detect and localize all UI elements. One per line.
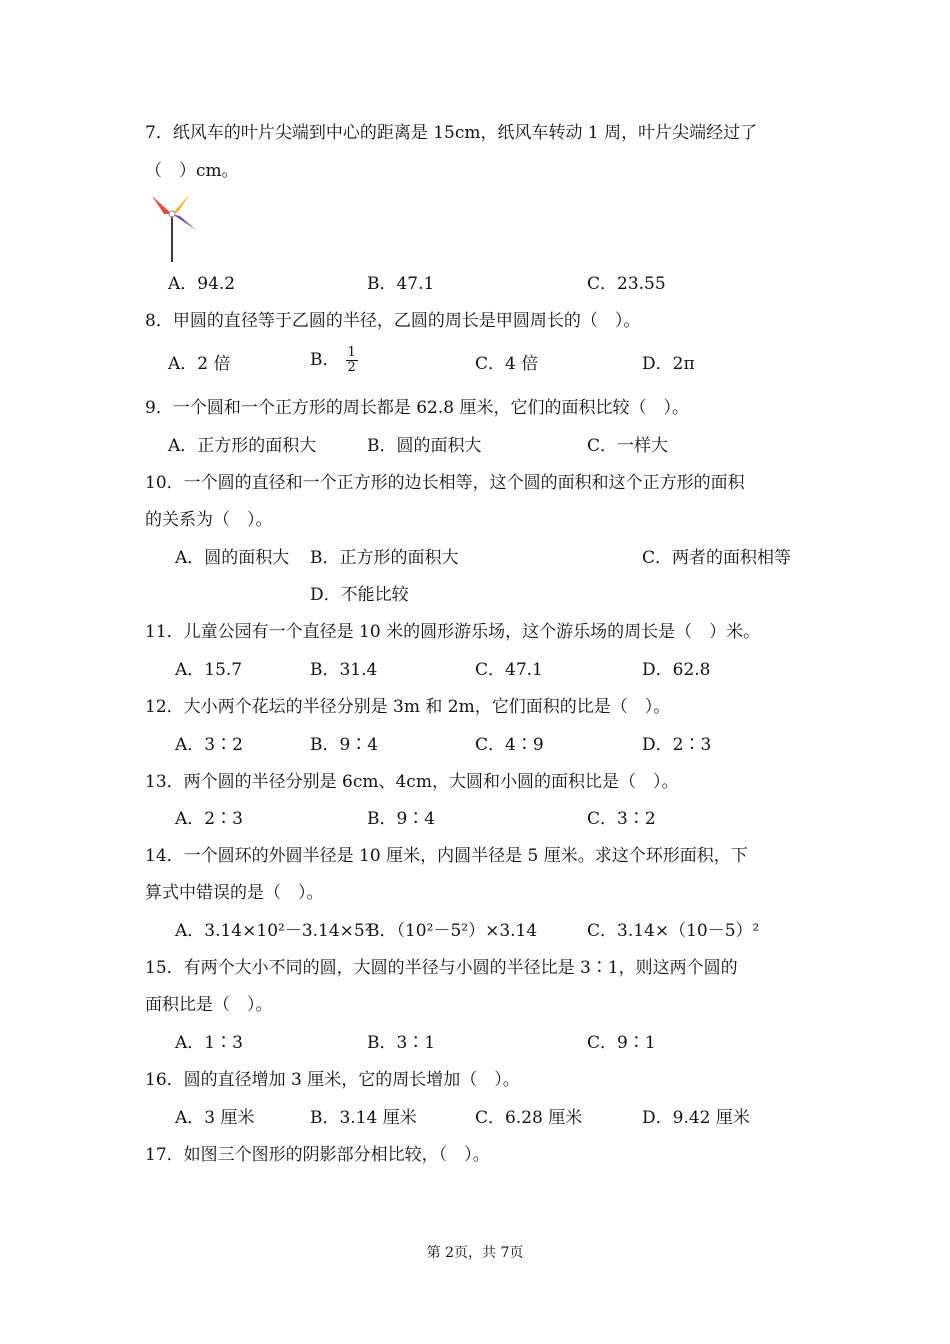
q7-option-b: B．47.1 xyxy=(367,274,435,294)
q8-option-d: D．2π xyxy=(642,354,695,374)
question-16: 16．圆的直径增加 3 厘米，它的周长增加（ ）。 xyxy=(145,1070,520,1090)
fraction xyxy=(346,346,358,375)
q11-option-d: D．62.8 xyxy=(642,660,711,680)
q9-option-a: A．正方形的面积大 xyxy=(168,436,317,456)
q11-option-a: A．15.7 xyxy=(175,660,243,680)
q15-option-c: C．9∶1 xyxy=(587,1033,656,1053)
question-14-line2: 算式中错误的是（ ）。 xyxy=(145,883,324,903)
question-10-line2: 的关系为（ ）。 xyxy=(145,510,273,530)
question-14-line1: 14．一个圆环的外圆半径是 10 厘米，内圆半径是 5 厘米。求这个环形面积，下 xyxy=(145,846,748,866)
q8-option-a: A．2 倍 xyxy=(168,354,231,374)
q16-option-a: A．3 厘米 xyxy=(175,1108,255,1128)
question-7-line2: （ ）cm。 xyxy=(145,161,239,181)
q10-option-c: C．两者的面积相等 xyxy=(642,548,792,568)
q12-option-b: B．9∶4 xyxy=(310,735,379,755)
q8-option-b-prefix: B． xyxy=(310,350,340,370)
q12-option-d: D．2∶3 xyxy=(642,735,712,755)
question-10-line1: 10．一个圆的直径和一个正方形的边长相等，这个圆的面积和这个正方形的面积 xyxy=(145,473,745,493)
q7-option-a: A．94.2 xyxy=(168,274,236,294)
q12-option-a: A．3∶2 xyxy=(175,735,243,755)
q13-option-c: C．3∶2 xyxy=(587,809,656,829)
q11-option-b: B．31.4 xyxy=(310,660,378,680)
q10-option-a: A．圆的面积大 xyxy=(175,548,290,568)
question-15-line1: 15．有两个大小不同的圆，大圆的半径与小圆的半径比是 3∶1，则这两个圆的 xyxy=(145,958,738,978)
q10-option-d: D．不能比较 xyxy=(310,585,409,605)
q14-option-b: B．（10²－5²）×3.14 xyxy=(367,921,538,941)
q8-option-b xyxy=(310,346,358,375)
q10-option-b: B．正方形的面积大 xyxy=(310,548,459,568)
question-15-line2: 面积比是（ ）。 xyxy=(145,995,273,1015)
fraction-denominator: 2 xyxy=(347,360,356,375)
q16-option-b: B．3.14 厘米 xyxy=(310,1108,417,1128)
question-9: 9．一个圆和一个正方形的周长都是 62.8 厘米，它们的面积比较（ ）。 xyxy=(145,398,689,418)
q16-option-d: D．9.42 厘米 xyxy=(642,1108,750,1128)
q12-option-c: C．4∶9 xyxy=(475,735,544,755)
question-7-line1: 7．纸风车的叶片尖端到中心的距离是 15cm，纸风车转动 1 周，叶片尖端经过了 xyxy=(145,123,758,143)
pinwheel-icon xyxy=(142,190,202,264)
q15-option-b: B．3∶1 xyxy=(367,1033,436,1053)
q9-option-b: B．圆的面积大 xyxy=(367,436,482,456)
q13-option-a: A．2∶3 xyxy=(175,809,243,829)
q7-option-c: C．23.55 xyxy=(587,274,666,294)
q15-option-a: A．1∶3 xyxy=(175,1033,243,1053)
q13-option-b: B．9∶4 xyxy=(367,809,436,829)
page-footer: 第 2页，共 7页 xyxy=(426,1245,524,1261)
fraction-numerator: 1 xyxy=(347,345,356,360)
question-11: 11．儿童公园有一个直径是 10 米的圆形游乐场，这个游乐场的周长是（ ）米。 xyxy=(145,622,761,642)
q9-option-c: C．一样大 xyxy=(587,436,669,456)
q11-option-c: C．47.1 xyxy=(475,660,543,680)
question-8: 8．甲圆的直径等于乙圆的半径，乙圆的周长是甲圆周长的（ ）。 xyxy=(145,311,641,331)
q14-option-a: A．3.14×10²－3.14×5² xyxy=(175,921,372,941)
question-17: 17．如图三个图形的阴影部分相比较，（ ）。 xyxy=(145,1145,490,1165)
question-13: 13．两个圆的半径分别是 6cm、4cm，大圆和小圆的面积比是（ ）。 xyxy=(145,772,679,792)
q16-option-c: C．6.28 厘米 xyxy=(475,1108,583,1128)
q8-option-c: C．4 倍 xyxy=(475,354,539,374)
q14-option-c: C．3.14×（10－5）² xyxy=(587,921,760,941)
question-12: 12．大小两个花坛的半径分别是 3m 和 2m，它们面积的比是（ ）。 xyxy=(145,697,671,717)
